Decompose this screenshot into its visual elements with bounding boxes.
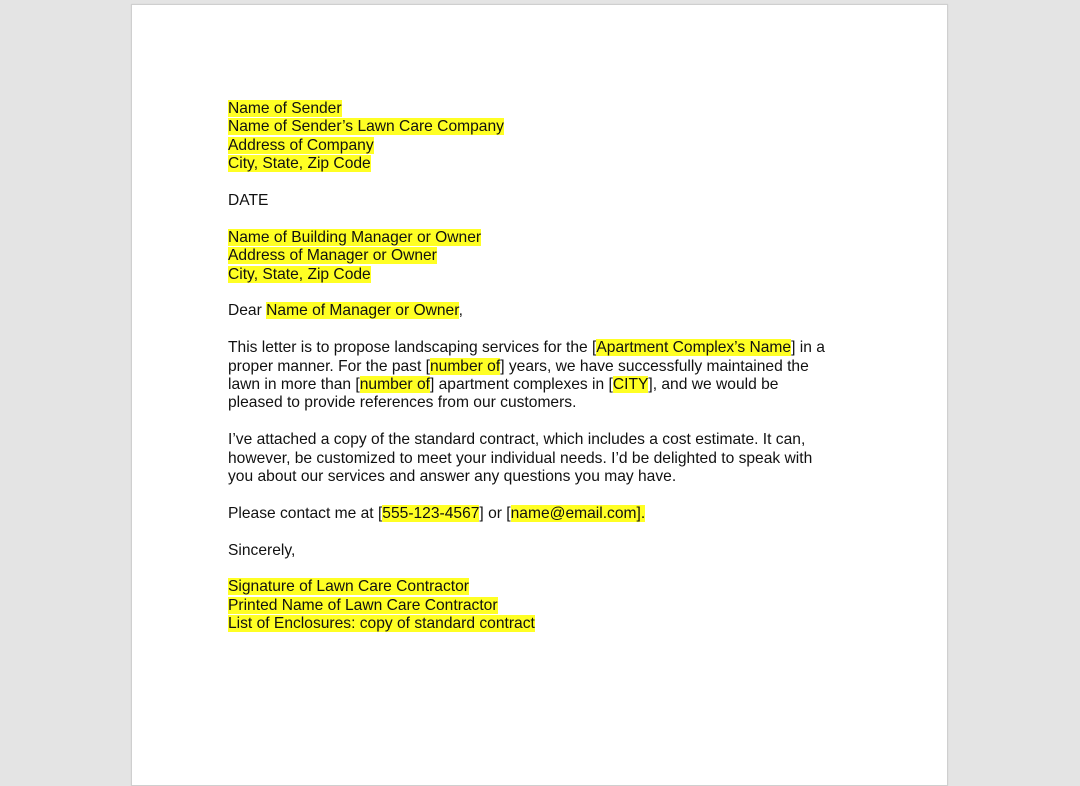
enclosures-placeholder: List of Enclosures: copy of standard contract [228,615,535,633]
salutation-name: Name of Manager or Owner [266,302,459,320]
sender-city-state-zip: City, State, Zip Code [228,155,371,173]
printed-name-placeholder: Printed Name of Lawn Care Contractor [228,596,498,614]
date-text: DATE [228,192,269,210]
p1-text: ] years, we have successfully maintained the [500,357,809,375]
salutation-suffix: , [458,302,463,320]
recipient-address: Address of Manager or Owner [228,247,437,265]
years-placeholder: number of [429,357,501,375]
closing [228,542,848,560]
paragraph-proposal [228,339,848,413]
complex-name-placeholder: Apartment Complex’s Name [596,339,792,357]
contact-line [228,505,848,523]
letter-body [228,100,848,652]
p1-text: pleased to provide references from our customers. [228,394,577,412]
phone-placeholder: 555-123-4567 [382,504,480,522]
salutation-prefix: Dear [228,302,267,320]
sender-block [228,100,848,174]
city-placeholder: CITY [612,376,649,394]
p1-text: ] in a [791,339,825,357]
recipient-block [228,229,848,284]
salutation [228,302,848,320]
complexes-placeholder: number of [359,376,430,394]
recipient-name: Name of Building Manager or Owner [228,228,482,246]
p1-text: lawn in more than [ [228,376,360,394]
closing-text: Sincerely, [228,541,296,559]
contact-text: Please contact me at [ [228,504,383,522]
recipient-city-state-zip: City, State, Zip Code [228,265,371,283]
document-page [131,4,948,786]
sender-company: Name of Sender’s Lawn Care Company [228,118,504,136]
sender-name: Name of Sender [228,100,342,117]
signature-placeholder: Signature of Lawn Care Contractor [228,578,469,596]
p2-line: I’ve attached a copy of the standard contract, which includes a cost estimate. It can, [228,431,806,449]
p1-text: This letter is to propose landscaping services for the [ [228,339,597,357]
p1-text: ] apartment complexes in [ [429,376,613,394]
p2-line: however, be customized to meet your individual needs. I’d be delighted to speak with [228,449,813,467]
p1-text: proper manner. For the past [ [228,357,430,375]
signature-block [228,578,848,633]
email-placeholder: name@email.com]. [510,504,646,522]
date-block [228,192,848,210]
contact-text: ] or [ [479,504,511,522]
p2-line: you about our services and answer any questions you may have. [228,468,677,486]
p1-text: ], and we would be [648,376,779,394]
paragraph-contract [228,431,848,486]
sender-address: Address of Company [228,136,374,154]
